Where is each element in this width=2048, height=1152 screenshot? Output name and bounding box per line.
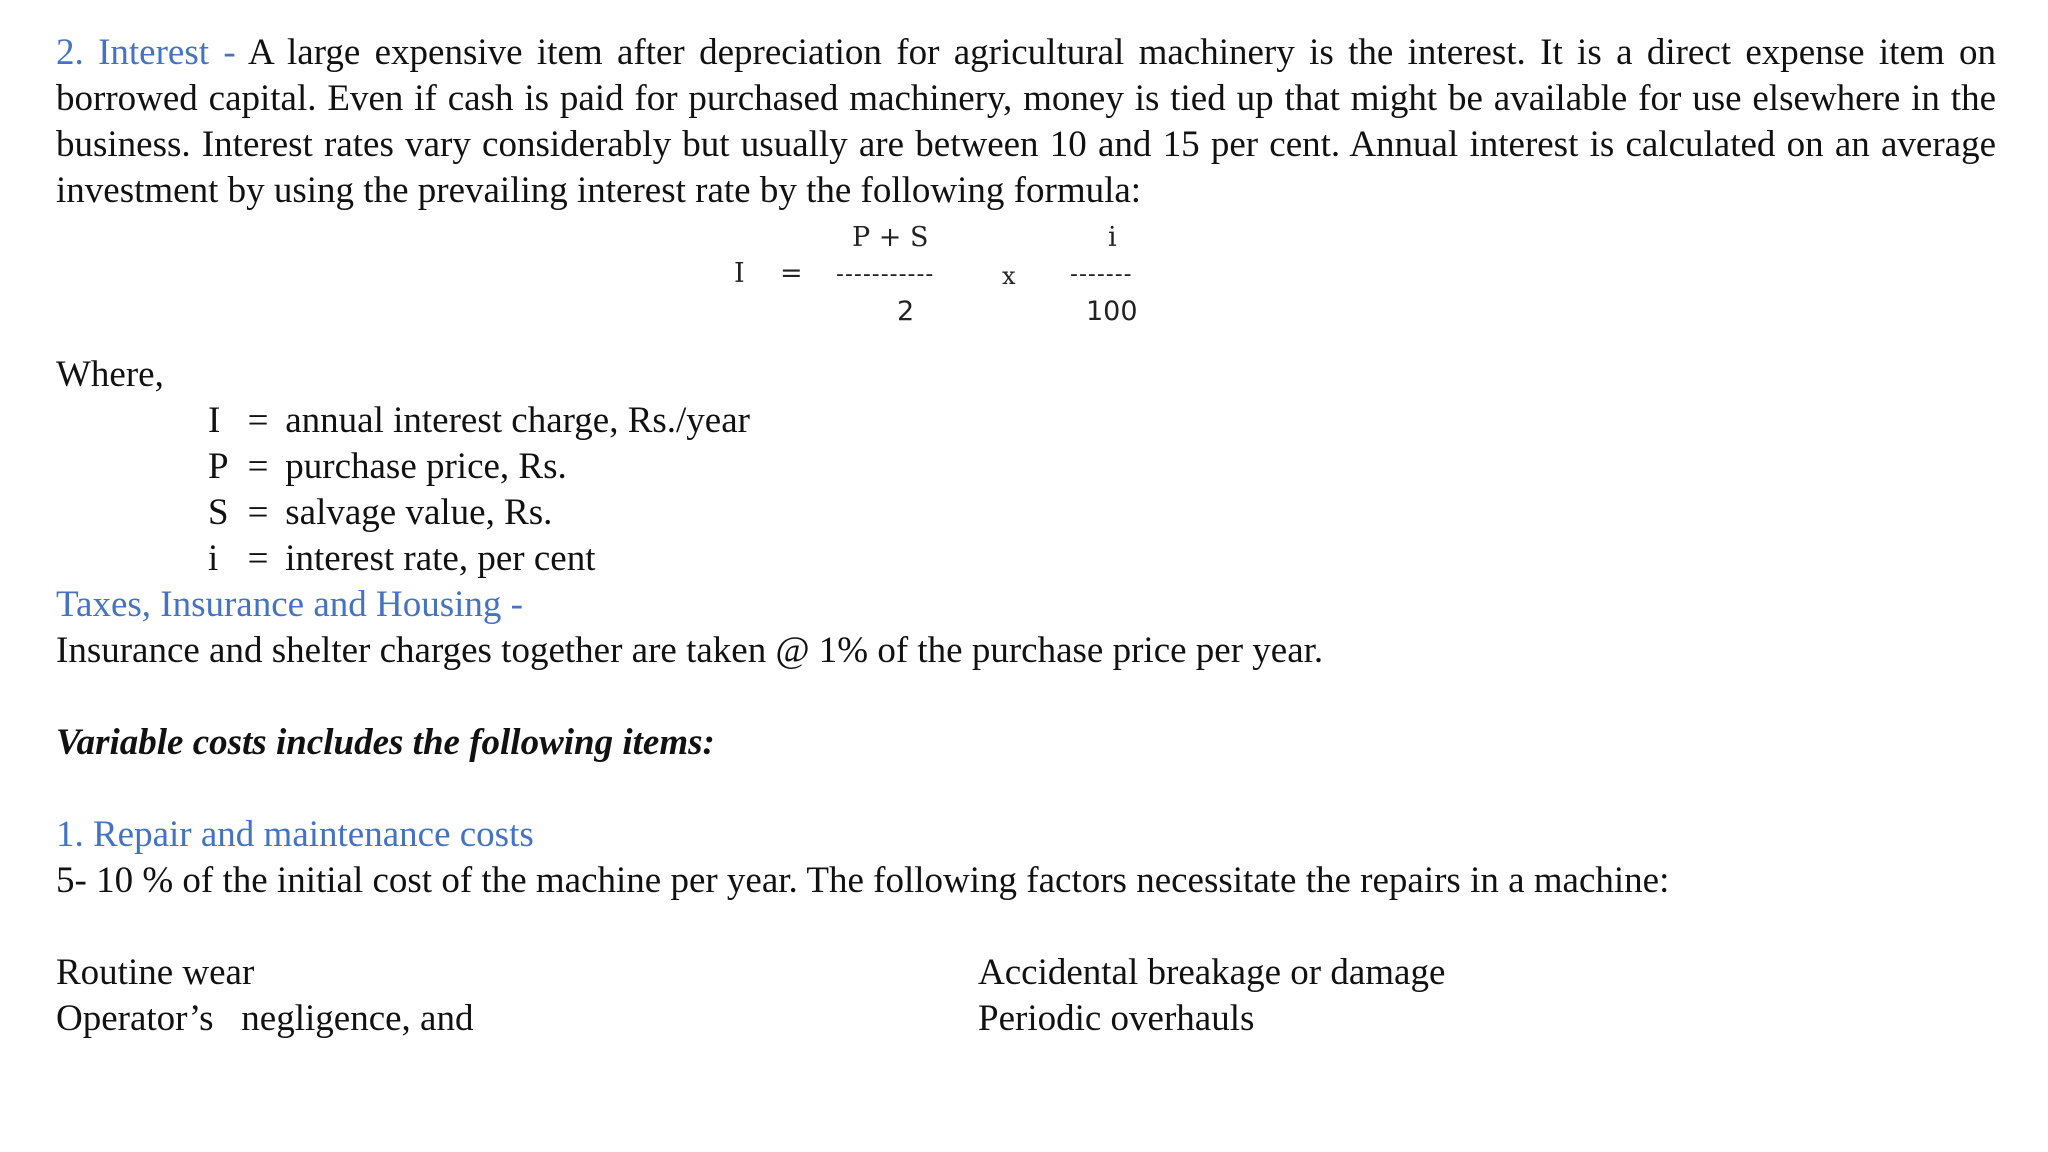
interest-formula xyxy=(730,218,1190,338)
definition-row xyxy=(208,444,567,490)
definition-symbol: S xyxy=(208,492,229,533)
where-label: Where, xyxy=(56,354,164,395)
definition-row xyxy=(208,398,750,444)
definition-symbol: I xyxy=(208,400,221,441)
factor-item: Periodic overhauls xyxy=(978,998,1255,1039)
definition-meaning: purchase price, Rs. xyxy=(285,446,567,487)
definition-meaning: salvage value, Rs. xyxy=(285,492,553,533)
factor-item: Accidental breakage or damage xyxy=(978,952,1446,993)
definition-equals: = xyxy=(247,446,269,487)
definition-equals: = xyxy=(247,538,269,579)
interest-body: A large expensive item after depreciation for agricultural machinery is the interest. It is a direct expense item on borrowed capital. Even if cash is paid for purchased machinery, money is tied up that might be available for use elsewhere in the business. Interest rates vary considerably but usually are between 10 and 15 per cent. Annual interest is calculated on an average investment by using the prevailing interest rate by the following formula: xyxy=(56,32,1996,211)
formula-denominator-1: 2 xyxy=(897,296,915,327)
formula-fraction-bar-1: ----------- xyxy=(836,262,935,287)
interest-paragraph xyxy=(56,30,1996,214)
formula-times: x xyxy=(1002,262,1016,290)
interest-heading: 2. Interest - xyxy=(56,32,236,73)
definition-equals: = xyxy=(247,400,269,441)
repair-heading: 1. Repair and maintenance costs xyxy=(56,814,534,855)
factor-item: Routine wear xyxy=(56,952,255,993)
taxes-body: Insurance and shelter charges together are taken @ 1% of the purchase price per year. xyxy=(56,630,1324,671)
definition-meaning: annual interest charge, Rs./year xyxy=(285,400,750,441)
definition-symbol: i xyxy=(208,538,219,579)
formula-numerator-1: P + S xyxy=(852,222,929,253)
repair-body: 5- 10 % of the initial cost of the machine per year. The following factors necessitate the repairs in a machine: xyxy=(56,860,1670,901)
definition-symbol: P xyxy=(208,446,229,487)
definition-row xyxy=(208,536,595,582)
definition-equals: = xyxy=(247,492,269,533)
definition-row xyxy=(208,490,552,536)
variable-costs-heading: Variable costs includes the following items: xyxy=(56,722,715,763)
formula-fraction-bar-2: ------- xyxy=(1070,262,1133,287)
formula-lhs: I xyxy=(734,258,745,289)
formula-denominator-2: 100 xyxy=(1086,296,1138,327)
definition-meaning: interest rate, per cent xyxy=(285,538,596,579)
factor-item: Operator’s negligence, and xyxy=(56,998,474,1039)
formula-numerator-2: i xyxy=(1108,222,1117,253)
formula-equals: = xyxy=(780,258,803,289)
taxes-heading: Taxes, Insurance and Housing - xyxy=(56,584,523,625)
